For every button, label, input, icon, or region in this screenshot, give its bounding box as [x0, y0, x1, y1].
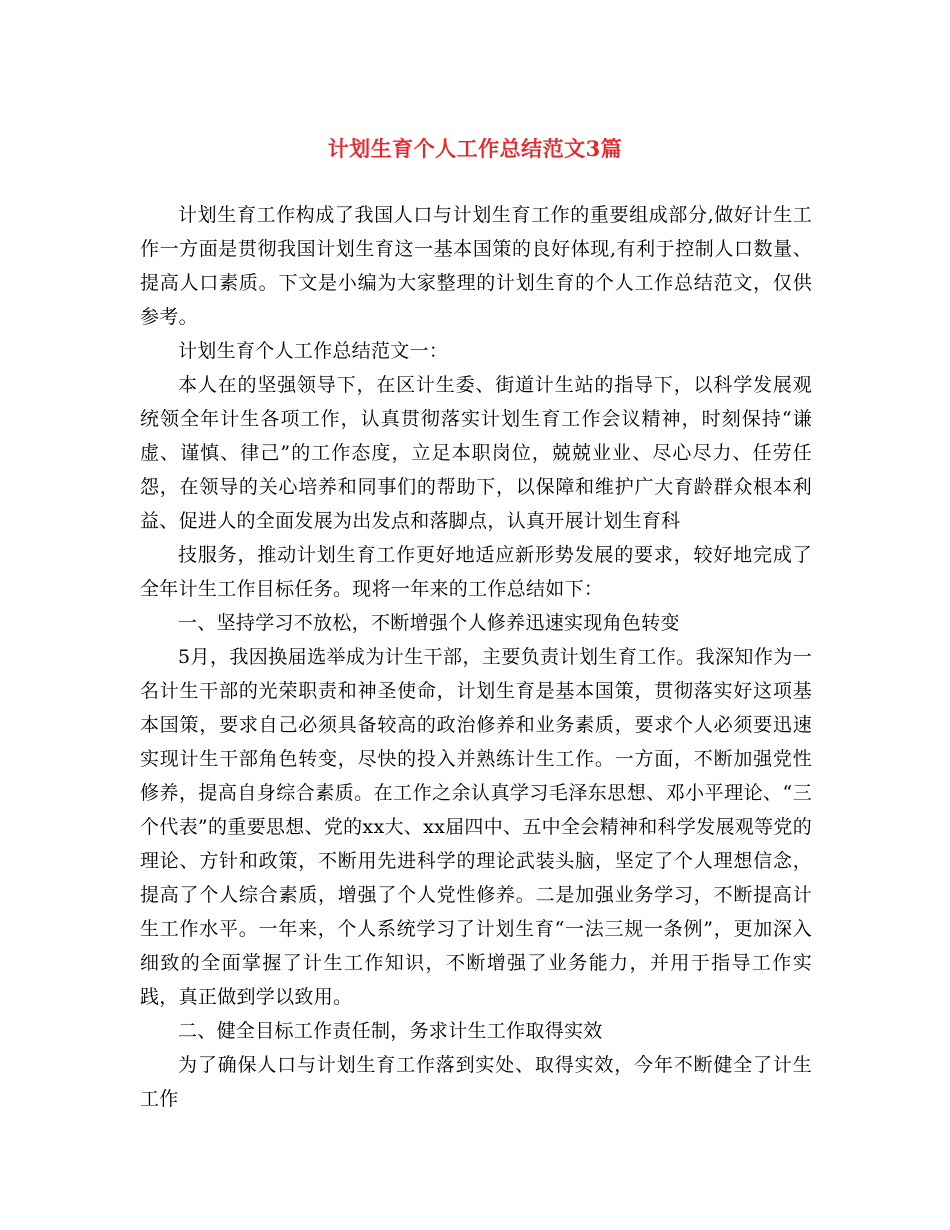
- document-title: 计划生育个人工作总结范文3篇: [327, 136, 623, 161]
- document-body: [140, 198, 812, 1116]
- paragraph: 5月，我因换届选举成为计生干部，主要负责计划生育工作。我深知作为一名计生干部的光荣职责和神圣使命，计划生育是基本国策，贯彻落实好这项基本国策，要求自己必须具备较高的政治修养和业务素质，要求个人必须要迅速实现计生干部角色转变，尽快的投入并熟练计生工作。一方面，不断加强党性修养，提高自身综合素质。在工作之余认真学习毛泽东思想、邓小平理论、“三个代表”的重要思想、党的xx大、xx届四中、五中全会精神和科学发展观等党的理论、方针和政策，不断用先进科学的理论武装头脑，坚定了个人理想信念，提高了个人综合素质，增强了个人党性修养。二是加强业务学习，不断提高计生工作水平。一年来，个人系统学习了计划生育“一法三规一条例”，更加深入细致的全面掌握了计生工作知识，不断增强了业务能力，并用于指导工作实践，真正做到学以致用。: [140, 646, 812, 1008]
- paragraph: 为了确保人口与计划生育工作落到实处、取得实效，今年不断健全了计生工作: [140, 1054, 812, 1110]
- paragraph-heading-2: 二、健全目标工作责任制，务求计生工作取得实效: [178, 1020, 603, 1042]
- paragraph: 技服务，推动计划生育工作更好地适应新形势发展的要求，较好地完成了全年计生工作目标任务。现将一年来的工作总结如下：: [140, 544, 812, 600]
- paragraph-heading-1: 一、坚持学习不放松，不断增强个人修养迅速实现角色转变: [178, 612, 680, 634]
- paragraph-section-heading: 计划生育个人工作总结范文一：: [178, 340, 449, 362]
- paragraph-intro: 计划生育工作构成了我国人口与计划生育工作的重要组成部分,做好计生工作一方面是贯彻我国计划生育这一基本国策的良好体现,有利于控制人口数量、提高人口素质。下文是小编为大家整理的计划生育的个人工作总结范文，仅供参考。: [140, 204, 812, 328]
- paragraph: 本人在的坚强领导下，在区计生委、街道计生站的指导下，以科学发展观统领全年计生各项工作，认真贯彻落实计划生育工作会议精神，时刻保持“谦虚、谨慎、律己”的工作态度，立足本职岗位，兢兢业业、尽心尽力、任劳任怨，在领导的关心培养和同事们的帮助下，以保障和维护广大育龄群众根本利益、促进人的全面发展为出发点和落脚点，认真开展计划生育科: [140, 374, 812, 532]
